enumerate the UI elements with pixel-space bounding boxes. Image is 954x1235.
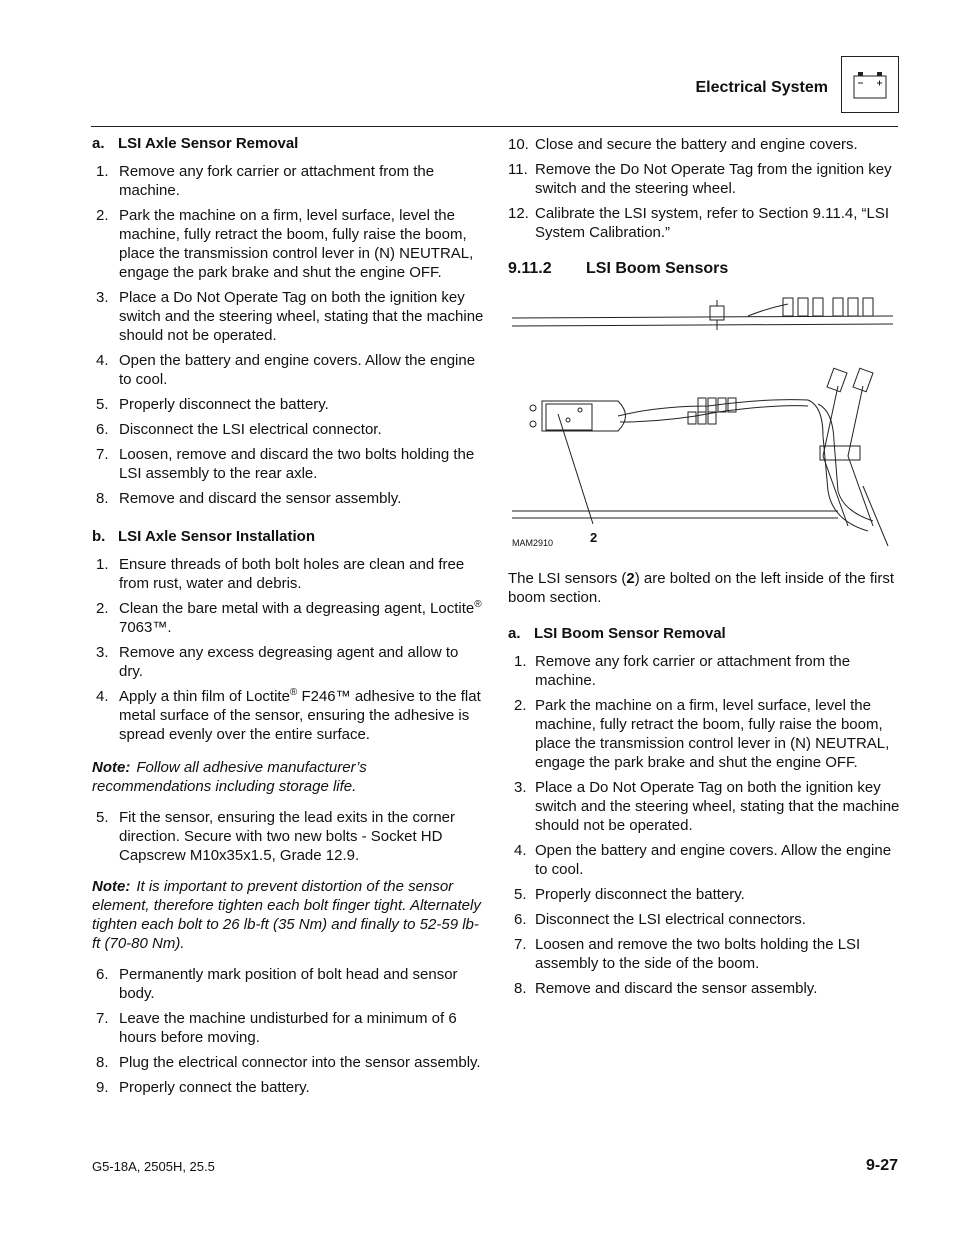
note: Note: It is important to prevent distortion of the sensor element, therefore tighten each bolt finger tight. Alternately tighten each bolt to 26 lb-ft (35 Nm) and finally to 52-59 lb-ft (70-80 Nm). [92,878,481,952]
list-item: 3. Remove any excess degreasing agent and allow to dry. [96,644,459,680]
axle-install-steps [92,808,484,865]
axle-install-steps [92,555,484,744]
list-item: 1. Remove any fork carrier or attachment from the machine. [96,163,435,199]
footer-doc-id: G5-18A, 2505H, 25.5 [92,1159,215,1174]
axle-install-steps [92,965,484,1097]
list-item: 4. Open the battery and engine covers. Allow the engine to cool. [96,352,476,388]
list-item: 12. Calibrate the LSI system, refer to Section 9.11.4, “LSI System Calibration.” [508,205,890,241]
list-item: 7. Loosen and remove the two bolts holding the LSI assembly to the side of the boom. [514,936,861,972]
list-item: 6. Permanently mark position of bolt head and sensor body. [96,966,458,1002]
list-item: 8. Plug the electrical connector into the sensor assembly. [96,1054,481,1071]
list-item: 7. Leave the machine undisturbed for a minimum of 6 hours before moving. [96,1010,457,1046]
list-item: 6. Disconnect the LSI electrical connectors. [514,911,806,928]
axle-removal-steps [92,162,484,508]
left-column [92,135,484,1113]
list-item: 5. Fit the sensor, ensuring the lead exits in the corner direction. Secure with two new bolts - Socket HD Capscrew M10x35x1.5, Grade 12.9. [96,809,456,864]
list-item: 3. Place a Do Not Operate Tag on both the ignition key switch and the steering wheel, stating that the machine should not be operated. [514,779,900,834]
list-item: 2. Clean the bare metal with a degreasing agent, Loctite® 7063™. [96,599,482,636]
boom-sensor-figure [508,286,898,561]
section-heading: 9.11.2 LSI Boom Sensors [508,260,729,277]
list-item: 5. Properly disconnect the battery. [96,396,329,413]
list-item: 5. Properly disconnect the battery. [514,886,745,903]
list-item: 2. Park the machine on a firm, level surface, level the machine, fully retract the boom, fully raise the boom, place the transmission control lever in (N) NEUTRAL, engage the park brake and shut the engine OFF. [514,697,890,771]
list-item: 1. Remove any fork carrier or attachment from the machine. [514,653,851,689]
list-item: 7. Loosen, remove and discard the two bolts holding the LSI assembly to the rear axle. [96,446,475,482]
list-item: 2. Park the machine on a firm, level surface, level the machine, fully retract the boom, fully raise the boom, place the transmission control lever in (N) NEUTRAL, engage the park brake and shut the engine OFF. [96,207,474,281]
page-header-title: Electrical System [695,79,828,96]
list-item: 1. Ensure threads of both bolt holes are clean and free from rust, water and debris. [96,556,465,592]
figure-callout: 2 [590,530,598,545]
list-item: 4. Open the battery and engine covers. Allow the engine to cool. [514,842,892,878]
page-number: 9-27 [865,1157,898,1174]
axle-install-steps-continued [508,135,900,242]
paragraph: The LSI sensors (2) are bolted on the left inside of the first boom section. [508,570,895,606]
list-item: 11. Remove the Do Not Operate Tag from the ignition key switch and the steering wheel. [508,161,892,197]
subsection-heading: a. LSI Axle Sensor Removal [92,135,299,152]
list-item: 3. Place a Do Not Operate Tag on both the ignition key switch and the steering wheel, stating that the machine should not be operated. [96,289,484,344]
subsection-heading: a. LSI Boom Sensor Removal [508,625,726,642]
note: Note: Follow all adhesive manufacturer’s recommendations including storage life. [92,759,367,795]
list-item: 10. Close and secure the battery and engine covers. [508,136,858,153]
list-item: 9. Properly connect the battery. [96,1079,310,1096]
right-column [508,135,900,1014]
figure-code: MAM2910 [512,538,554,548]
subsection-heading: b. LSI Axle Sensor Installation [92,528,315,545]
list-item: 4. Apply a thin film of Loctite® F246™ adhesive to the flat metal surface of the sensor, ensuring the adhesive is spread evenly over the entire surface. [96,687,481,743]
boom-sensor-illustration [508,286,898,561]
list-item: 8. Remove and discard the sensor assembly. [514,980,818,997]
header-divider [91,126,898,127]
battery-icon [841,56,899,113]
list-item: 8. Remove and discard the sensor assembly. [96,490,402,507]
boom-removal-steps [508,652,900,998]
list-item: 6. Disconnect the LSI electrical connector. [96,421,382,438]
